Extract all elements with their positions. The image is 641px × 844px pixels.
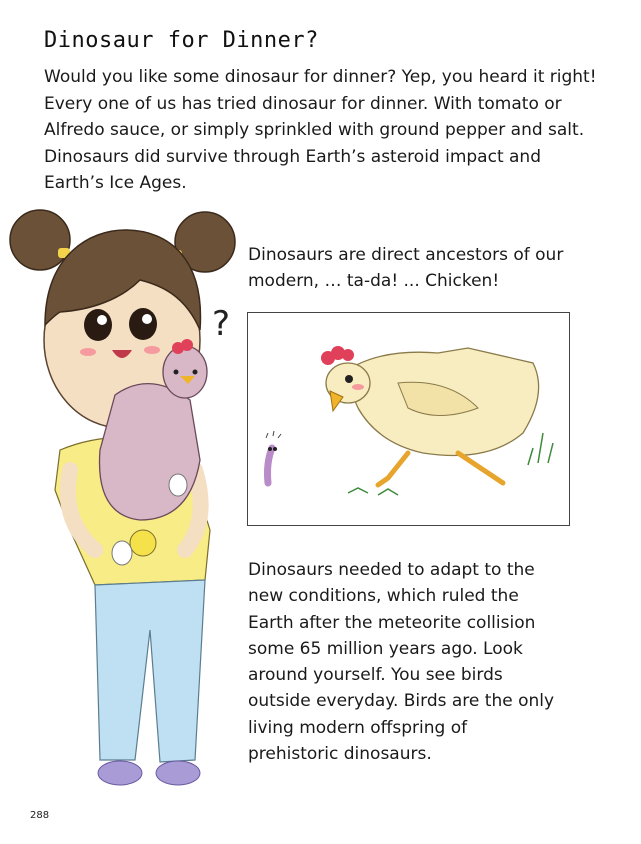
chicken-illustration-frame <box>247 312 570 526</box>
intro-paragraph: Would you like some dinosaur for dinner? Yep, you heard it right! Every one of us has tried dinosaur for dinner. With tomato or Alfredo sauce, or simply sprinkled with ground pepper and salt. Dinosaurs did survive through Earth’s asteroid impact and Earth’s Ice Ages. <box>44 67 597 193</box>
caption-top: Dinosaurs are direct ancestors of our modern, … ta-da! ... Chicken! <box>248 245 564 291</box>
girl-holding-hen-illustration <box>0 200 245 800</box>
worm-icon <box>266 431 281 483</box>
svg-text:?: ? <box>212 304 231 344</box>
page-title: Dinosaur for Dinner? <box>44 28 319 53</box>
page-number: 288 <box>30 810 50 821</box>
caption-bottom: Dinosaurs needed to adapt to the new conditions, which ruled the Earth after the meteorite collision some 65 million years ago. Look around yourself. You see birds outside everyday. Birds are the only living modern offspring of prehistoric dinosaurs. <box>248 560 555 765</box>
running-chicken-illustration <box>248 313 569 525</box>
